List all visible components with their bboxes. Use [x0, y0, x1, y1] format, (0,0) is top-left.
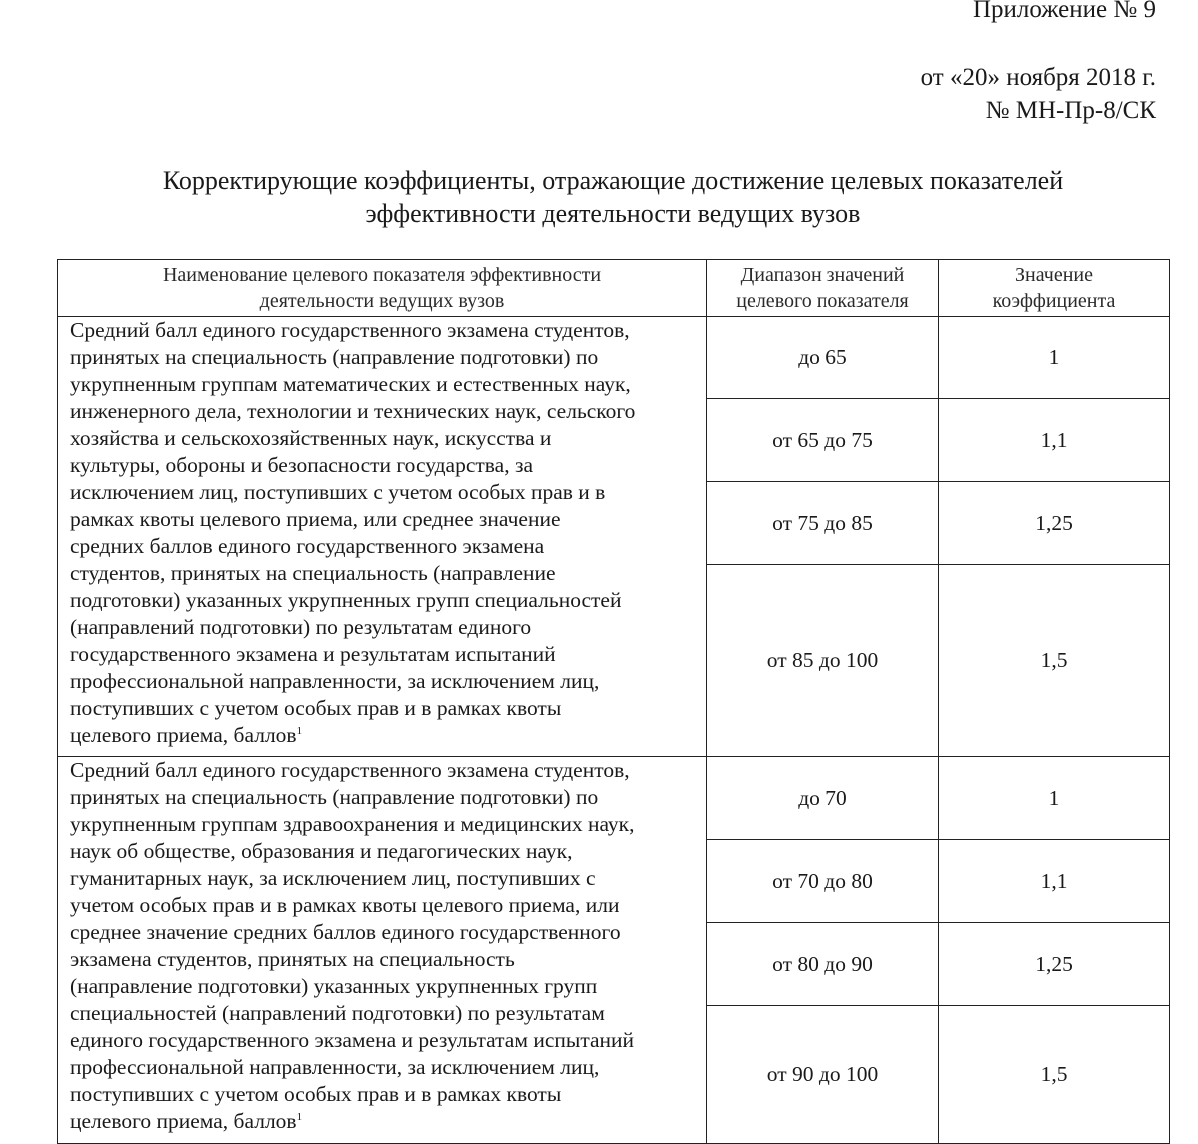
description-line: инженерного дела, технологии и технических наук, сельского	[70, 399, 636, 423]
description-line: (направлений подготовки) по результатам единого	[70, 615, 532, 639]
table-row	[58, 757, 1170, 840]
description-line: культуры, обороны и безопасности государства, за	[70, 453, 533, 477]
description-line: экзамена студентов, принятых на специальность	[70, 947, 515, 971]
description-line: хозяйства и сельскохозяйственных наук, искусства и	[70, 426, 552, 450]
header-text: Наименование целевого показателя эффективности	[162, 264, 602, 286]
column-header-indicator-name	[58, 260, 707, 317]
document-reference	[921, 62, 1156, 127]
document-date: от «20» ноября 2018 г.	[920, 64, 1156, 91]
header-text: Значение	[1014, 264, 1094, 286]
header-text: коэффициента	[992, 290, 1116, 312]
range-cell: от 75 до 85	[707, 482, 939, 565]
indicator-description	[58, 317, 707, 757]
document-number: № МН-Пр-8/СК	[985, 96, 1156, 124]
range-cell: от 70 до 80	[707, 840, 939, 923]
description-line: рамках квоты целевого приема, или среднее значение	[70, 507, 561, 531]
description-line: среднее значение средних баллов единого государственного	[70, 920, 621, 944]
description-line: принятых на специальность (направление подготовки) по	[70, 345, 599, 369]
footnote-marker: 1	[296, 1110, 303, 1123]
description-line: (направление подготовки) указанных укрупненных групп	[70, 974, 598, 998]
appendix-number: Приложение № 9	[972, 0, 1156, 23]
description-line: поступивших с учетом особых прав и в рамках квоты	[70, 696, 562, 720]
description-line: студентов, принятых на специальность (направление	[70, 561, 556, 585]
description-line: государственного экзамена и результатам испытаний	[70, 642, 556, 666]
table-header-row	[58, 260, 1170, 317]
range-cell: до 70	[707, 757, 939, 840]
range-cell: от 65 до 75	[707, 399, 939, 482]
column-header-coefficient	[939, 260, 1170, 317]
coefficient-cell: 1,25	[939, 482, 1170, 565]
description-line: Средний балл единого государственного экзамена студентов,	[70, 318, 630, 342]
coefficient-cell: 1,1	[939, 840, 1170, 923]
coefficients-table	[57, 259, 1170, 1144]
description-line: профессиональной направленности, за исключением лиц,	[70, 669, 600, 693]
range-cell: от 85 до 100	[707, 565, 939, 757]
description-line: специальностей (направлений подготовки) по результатам	[70, 1001, 605, 1025]
range-cell: от 90 до 100	[707, 1006, 939, 1144]
description-line-text: целевого приема, баллов	[70, 723, 297, 747]
description-line: профессиональной направленности, за исключением лиц,	[70, 1055, 600, 1079]
description-line	[70, 1108, 698, 1135]
coefficient-cell: 1	[939, 757, 1170, 840]
description-line: укрупненным группам математических и естественных наук,	[70, 372, 631, 396]
title-line-2: эффективности деятельности ведущих вузов	[365, 198, 861, 228]
header-text: целевого показателя	[736, 290, 909, 312]
description-line: поступивших с учетом особых прав и в рамках квоты	[70, 1082, 562, 1106]
description-line: Средний балл единого государственного экзамена студентов,	[70, 758, 630, 782]
coefficient-cell: 1	[939, 317, 1170, 399]
description-line: гуманитарных наук, за исключением лиц, поступивших с	[70, 866, 596, 890]
coefficient-cell: 1,1	[939, 399, 1170, 482]
header-text: Диапазон значений	[740, 264, 905, 286]
description-line: подготовки) указанных укрупненных групп специальностей	[70, 588, 622, 612]
indicator-description	[58, 757, 707, 1144]
coefficient-cell: 1,5	[939, 1006, 1170, 1144]
description-line: учетом особых прав и в рамках квоты целевого приема, или	[70, 893, 620, 917]
coefficient-cell: 1,5	[939, 565, 1170, 757]
footnote-marker: 1	[296, 724, 303, 737]
range-cell: от 80 до 90	[707, 923, 939, 1006]
coefficient-cell: 1,25	[939, 923, 1170, 1006]
description-line: исключением лиц, поступивших с учетом особых прав и в	[70, 480, 606, 504]
title-line-1: Корректирующие коэффициенты, отражающие достижение целевых показателей	[162, 166, 1064, 195]
header-text: деятельности ведущих вузов	[259, 290, 505, 312]
description-line: принятых на специальность (направление подготовки) по	[70, 785, 599, 809]
document-title	[60, 165, 1166, 230]
table-row	[58, 317, 1170, 399]
description-line: укрупненным группам здравоохранения и медицинских наук,	[70, 812, 635, 836]
description-line-text: целевого приема, баллов	[70, 1109, 297, 1133]
description-line: единого государственного экзамена и результатам испытаний	[70, 1028, 635, 1052]
description-line: наук об обществе, образования и педагогических наук,	[70, 839, 573, 863]
range-cell: до 65	[707, 317, 939, 399]
description-line	[70, 722, 698, 749]
column-header-value-range	[707, 260, 939, 317]
description-line: средних баллов единого государственного экзамена	[70, 534, 545, 558]
